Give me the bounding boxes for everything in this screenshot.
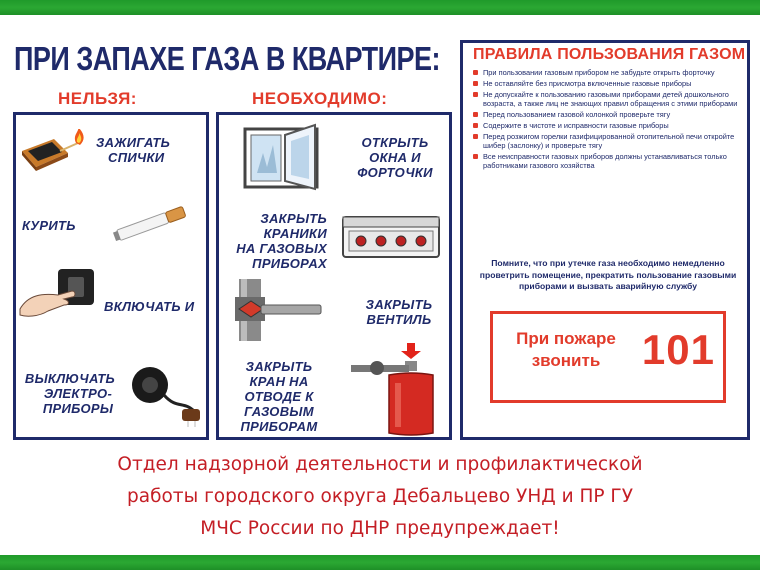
- fire-call-line1: При пожаре: [516, 329, 616, 348]
- rules-panel: [460, 40, 750, 440]
- rule-item: Не оставляйте без присмотра включенные газовые приборы: [471, 79, 747, 88]
- required-item-2-line4: ПРИБОРАХ: [252, 256, 327, 271]
- gas-cylinder-icon: [347, 343, 447, 437]
- rules-title: ПРАВИЛА ПОЛЬЗОВАНИЯ ГАЗОМ: [473, 46, 746, 63]
- gas-leak-note: Помните, что при утечке газа необходимо немедленно проветрить помещение, прекратить пользование газовыми приборами и вызвать аварийную службу: [479, 258, 737, 291]
- required-heading: НЕОБХОДИМО:: [252, 89, 388, 108]
- rule-item: Содержите в чистоте и исправности газовые приборы: [471, 121, 747, 130]
- required-item-1-line3: ФОРТОЧКИ: [357, 165, 433, 180]
- fire-phone-number: 101: [641, 326, 715, 373]
- gas-stove-icon: [339, 211, 443, 261]
- required-item-2-line2: КРАНИКИ: [263, 226, 327, 241]
- poster-title: ПРИ ЗАПАХЕ ГАЗА В КВАРТИРЕ:: [14, 40, 441, 78]
- forbidden-panel: [13, 112, 209, 440]
- rule-item: При пользовании газовым прибором не забудьте открыть форточку: [471, 68, 747, 77]
- required-item-1-line1: ОТКРЫТЬ: [361, 135, 429, 150]
- rules-list: [471, 68, 747, 172]
- required-panel: [216, 112, 452, 440]
- rule-item: Перед розжигом горелки газифицированной отопительной печи откройте шибер (заслонку) и проверьте тягу: [471, 132, 747, 150]
- rule-item: Все неисправности газовых приборов должны устанавливаться только работниками газового хозяйства: [471, 152, 747, 170]
- required-item-2-line3: НА ГАЗОВЫХ: [236, 241, 327, 256]
- forbidden-heading: НЕЛЬЗЯ:: [58, 89, 137, 108]
- required-item-4-line2: КРАН НА: [249, 374, 309, 389]
- required-item-3-line2: ВЕНТИЛЬ: [366, 312, 432, 327]
- forbidden-item-4-line3: ПРИБОРЫ: [42, 401, 114, 416]
- matches-icon: [18, 129, 90, 173]
- forbidden-item-3-label: ВКЛЮЧАТЬ И: [104, 299, 195, 314]
- cigarette-icon: [106, 203, 196, 243]
- pipe-valve-icon: [225, 279, 325, 341]
- forbidden-item-1-line1: ЗАЖИГАТЬ: [96, 135, 171, 150]
- forbidden-item-2-label: КУРИТЬ: [22, 218, 76, 233]
- required-item-2-line1: ЗАКРЫТЬ: [260, 211, 327, 226]
- required-item-4-line4: ГАЗОВЫМ: [244, 404, 314, 419]
- required-item-3-line1: ЗАКРЫТЬ: [365, 297, 433, 312]
- required-item-4-line1: ЗАКРЫТЬ: [245, 359, 313, 374]
- required-item-4-line5: ПРИБОРАМ: [240, 419, 318, 434]
- rule-item: Не допускайте к пользованию газовыми приборами детей дошкольного возраста, а также лиц не знающих правил обращения с этими приборами: [471, 90, 747, 108]
- footer-warning: [0, 449, 760, 545]
- forbidden-item-4-line1: ВЫКЛЮЧАТЬ: [24, 371, 116, 386]
- footer-line1: Отдел надзорной деятельности и профилактической: [117, 454, 643, 475]
- footer-line3: МЧС России по ДНР предупреждает!: [200, 518, 560, 539]
- light-switch-icon: [18, 265, 98, 321]
- forbidden-item-4-line2: ЭЛЕКТРО-: [43, 386, 113, 401]
- forbidden-item-1-line2: СПИЧКИ: [108, 150, 165, 165]
- required-item-1-line2: ОКНА И: [369, 150, 421, 165]
- fire-call-line2: звонить: [531, 351, 601, 370]
- footer-line2: работы городского округа Дебальцево УНД и ПР ГУ: [127, 486, 633, 507]
- top-green-border: [0, 0, 760, 15]
- window-icon: [237, 123, 329, 191]
- fire-call-text: [501, 328, 631, 372]
- required-item-4-line3: ОТВОДЕ К: [244, 389, 314, 404]
- bottom-green-border: [0, 555, 760, 570]
- fire-call-box: [490, 311, 726, 403]
- electric-plug-icon: [124, 361, 208, 431]
- rule-item: Перед пользованием газовой колонкой проверьте тягу: [471, 110, 747, 119]
